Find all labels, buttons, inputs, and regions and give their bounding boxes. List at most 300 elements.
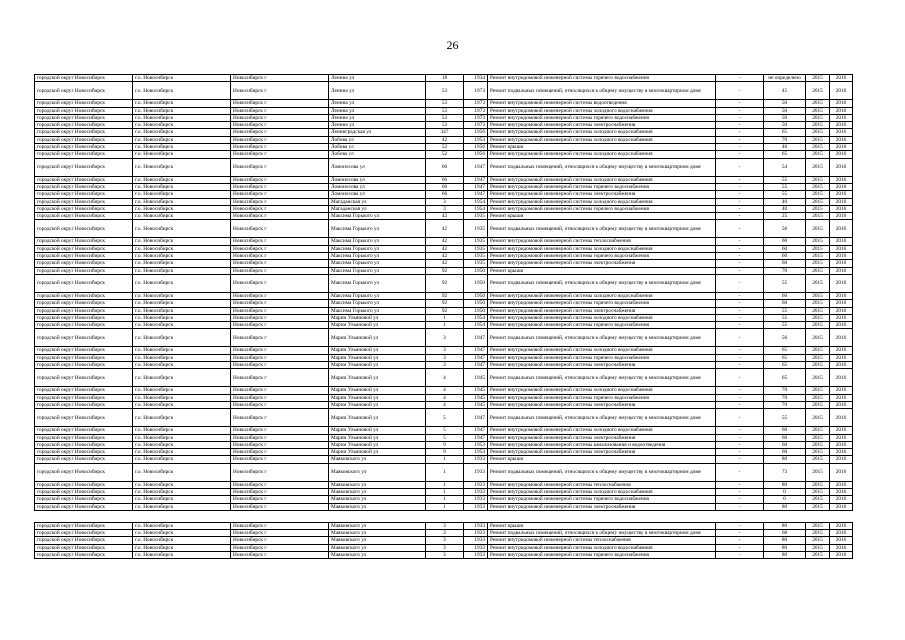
work-type-cell: Ремонт внутридомовой инженерной системы холодного водоснабжения — [488, 107, 716, 114]
table-row — [35, 292, 853, 299]
house-cell: 92 — [426, 300, 464, 307]
year-cell: 1973 — [464, 100, 488, 107]
start-year-cell: 2015 — [806, 530, 830, 537]
end-year-cell: 2016 — [830, 144, 853, 151]
house-cell: 1 — [426, 463, 464, 481]
year-cell: 1933 — [464, 530, 488, 537]
year-cell: 1933 — [464, 488, 488, 495]
end-year-cell: 2016 — [830, 427, 853, 434]
settlement-cell: Новосибирск г — [231, 253, 329, 260]
district-cell: г.о. Новосибирск — [133, 537, 231, 544]
street-cell: Маяковского ул — [329, 481, 426, 488]
end-year-cell: 2016 — [830, 176, 853, 183]
year-cell: 1934 — [464, 75, 488, 82]
start-year-cell: 2015 — [806, 387, 830, 394]
area-cell: 70 — [764, 136, 806, 143]
area-cell: 70 — [764, 387, 806, 394]
table-row — [35, 220, 853, 238]
area-cell: 70 — [764, 394, 806, 401]
district-cell: г.о. Новосибирск — [133, 314, 231, 321]
work-type-cell: Ремонт внутридомовой инженерной системы горячего водоснабжения — [488, 114, 716, 121]
house-cell: 1 — [426, 481, 464, 488]
table-row — [35, 213, 853, 220]
end-year-cell: 2016 — [830, 129, 853, 136]
house-cell: 18 — [426, 75, 464, 82]
dash-cell: - — [716, 394, 764, 401]
district-cell: г.о. Новосибирск — [133, 552, 231, 559]
table-row — [35, 314, 853, 321]
start-year-cell: 2015 — [806, 456, 830, 463]
end-year-cell: 2016 — [830, 522, 853, 529]
street-cell: Максима Горького ул — [329, 274, 426, 292]
settlement-cell: Новосибирск г — [231, 136, 329, 143]
street-cell: Маяковского ул — [329, 463, 426, 481]
table-row — [35, 122, 853, 129]
area-cell: 70 — [764, 267, 806, 274]
settlement-cell: Новосибирск г — [231, 552, 329, 559]
end-year-cell: 2016 — [830, 307, 853, 314]
work-type-cell: Ремонт внутридомовой инженерной системы горячего водоснабжения — [488, 253, 716, 260]
municipality-cell: городской округ Новосибирск — [35, 537, 133, 544]
house-cell: 42 — [426, 238, 464, 245]
settlement-cell: Новосибирск г — [231, 481, 329, 488]
dash-cell: - — [716, 347, 764, 354]
dash-cell: - — [716, 449, 764, 456]
street-cell: Маяковского ул — [329, 530, 426, 537]
district-cell: г.о. Новосибирск — [133, 267, 231, 274]
municipality-cell: городской округ Новосибирск — [35, 481, 133, 488]
year-cell: 1950 — [464, 300, 488, 307]
settlement-cell: Новосибирск г — [231, 238, 329, 245]
start-year-cell: 2015 — [806, 75, 830, 82]
dash-cell: - — [716, 129, 764, 136]
municipality-cell: городской округ Новосибирск — [35, 314, 133, 321]
district-cell: г.о. Новосибирск — [133, 488, 231, 495]
municipality-cell: городской округ Новосибирск — [35, 107, 133, 114]
house-cell: 3 — [426, 537, 464, 544]
street-cell: Ленина ул — [329, 107, 426, 114]
street-cell: Маяковского ул — [329, 537, 426, 544]
end-year-cell: 2016 — [830, 449, 853, 456]
street-cell: Марии Ульяновой ул — [329, 434, 426, 441]
year-cell: 1933 — [464, 463, 488, 481]
area-cell: 50 — [764, 114, 806, 121]
street-cell: Марии Ульяновой ул — [329, 401, 426, 408]
table-row — [35, 369, 853, 387]
area-cell: 80 — [764, 544, 806, 551]
district-cell: г.о. Новосибирск — [133, 362, 231, 369]
year-cell: 1954 — [464, 198, 488, 205]
house-cell: 42 — [426, 220, 464, 238]
area-cell: 60 — [764, 300, 806, 307]
table-row — [35, 441, 853, 448]
work-type-cell: Ремонт внутридомовой инженерной системы теплоснабжения — [488, 481, 716, 488]
table-row — [35, 158, 853, 176]
dash-cell: - — [716, 552, 764, 559]
dash-cell: - — [716, 409, 764, 427]
district-cell: г.о. Новосибирск — [133, 191, 231, 198]
end-year-cell: 2016 — [830, 114, 853, 121]
settlement-cell: Новосибирск г — [231, 329, 329, 347]
settlement-cell: Новосибирск г — [231, 307, 329, 314]
table-row — [35, 537, 853, 544]
work-type-cell: Ремонт внутридомовой инженерной системы горячего водоснабжения — [488, 300, 716, 307]
dash-cell: - — [716, 401, 764, 408]
work-type-cell: Ремонт крыши — [488, 213, 716, 220]
district-cell: г.о. Новосибирск — [133, 136, 231, 143]
table-row — [35, 347, 853, 354]
street-cell: Марии Ульяновой ул — [329, 354, 426, 361]
settlement-cell: Новосибирск г — [231, 274, 329, 292]
area-cell: 25 — [764, 213, 806, 220]
area-cell: 55 — [764, 274, 806, 292]
street-cell: Марии Ульяновой ул — [329, 362, 426, 369]
district-cell: г.о. Новосибирск — [133, 122, 231, 129]
start-year-cell: 2015 — [806, 136, 830, 143]
end-year-cell: 2016 — [830, 122, 853, 129]
municipality-cell: городской округ Новосибирск — [35, 354, 133, 361]
settlement-cell: Новосибирск г — [231, 456, 329, 463]
dash-cell: - — [716, 503, 764, 510]
table-row — [35, 427, 853, 434]
table-row — [35, 522, 853, 529]
year-cell: 1933 — [464, 496, 488, 503]
dash-cell: - — [716, 205, 764, 212]
table-row — [35, 409, 853, 427]
table-row — [35, 449, 853, 456]
municipality-cell: городской округ Новосибирск — [35, 253, 133, 260]
settlement-cell: Новосибирск г — [231, 158, 329, 176]
street-cell: Ломоносова ул — [329, 191, 426, 198]
settlement-cell: Новосибирск г — [231, 362, 329, 369]
area-cell: 50 — [764, 122, 806, 129]
work-type-cell: Ремонт внутридомовой инженерной системы холодного водоснабжения — [488, 129, 716, 136]
area-cell: 40 — [764, 198, 806, 205]
table-row — [35, 260, 853, 267]
dash-cell: - — [716, 292, 764, 299]
area-cell: 54 — [764, 158, 806, 176]
house-cell: 3 — [426, 347, 464, 354]
end-year-cell: 2016 — [830, 191, 853, 198]
municipality-cell: городской округ Новосибирск — [35, 394, 133, 401]
street-cell: Марии Ульяновой ул — [329, 314, 426, 321]
municipality-cell: городской округ Новосибирск — [35, 488, 133, 495]
area-cell: 60 — [764, 434, 806, 441]
street-cell: Маяковского ул — [329, 522, 426, 529]
area-cell: 68 — [764, 530, 806, 537]
area-cell: 55 — [764, 191, 806, 198]
settlement-cell: Новосибирск г — [231, 488, 329, 495]
area-cell: 70 — [764, 401, 806, 408]
start-year-cell: 2015 — [806, 488, 830, 495]
work-type-cell: Ремонт внутридомовой инженерной системы горячего водоснабжения — [488, 75, 716, 82]
house-cell: 42 — [426, 136, 464, 143]
table-row — [35, 322, 853, 329]
house-cell: 92 — [426, 274, 464, 292]
end-year-cell: 2016 — [830, 213, 853, 220]
start-year-cell: 2015 — [806, 151, 830, 158]
year-cell: 1935 — [464, 238, 488, 245]
dash-cell: - — [716, 544, 764, 551]
street-cell: Маяковского ул — [329, 496, 426, 503]
street-cell: Ломоносова ул — [329, 183, 426, 190]
municipality-cell: городской округ Новосибирск — [35, 427, 133, 434]
area-cell: 55 — [764, 183, 806, 190]
work-type-cell: Ремонт внутридомовой инженерной системы электроснабжения — [488, 362, 716, 369]
district-cell: г.о. Новосибирск — [133, 456, 231, 463]
municipality-cell: городской округ Новосибирск — [35, 245, 133, 252]
dash-cell: - — [716, 183, 764, 190]
work-type-cell: Ремонт крыши — [488, 456, 716, 463]
work-type-cell: Ремонт внутридомовой инженерной системы холодного водоснабжения — [488, 387, 716, 394]
district-cell: г.о. Новосибирск — [133, 427, 231, 434]
end-year-cell: 2016 — [830, 537, 853, 544]
settlement-cell: Новосибирск г — [231, 213, 329, 220]
settlement-cell: Новосибирск г — [231, 314, 329, 321]
start-year-cell: 2015 — [806, 253, 830, 260]
year-cell: 1933 — [464, 503, 488, 510]
area-cell: 80 — [764, 522, 806, 529]
house-cell: 66 — [426, 158, 464, 176]
work-type-cell: Ремонт внутридомовой инженерной системы горячего водоснабжения — [488, 354, 716, 361]
district-cell: г.о. Новосибирск — [133, 82, 231, 100]
table-row — [35, 198, 853, 205]
district-cell: г.о. Новосибирск — [133, 449, 231, 456]
start-year-cell: 2015 — [806, 245, 830, 252]
year-cell: 1947 — [464, 362, 488, 369]
municipality-cell: городской округ Новосибирск — [35, 144, 133, 151]
dash-cell: - — [716, 151, 764, 158]
house-cell: 4 — [426, 369, 464, 387]
house-cell: 52 — [426, 144, 464, 151]
dash-cell: - — [716, 434, 764, 441]
work-type-cell: Ремонт внутридомовой инженерной системы электроснабжения — [488, 434, 716, 441]
district-cell: г.о. Новосибирск — [133, 441, 231, 448]
start-year-cell: 2015 — [806, 537, 830, 544]
house-cell: 3 — [426, 544, 464, 551]
municipality-cell: городской округ Новосибирск — [35, 449, 133, 456]
settlement-cell: Новосибирск г — [231, 129, 329, 136]
district-cell: г.о. Новосибирск — [133, 144, 231, 151]
dash-cell: - — [716, 307, 764, 314]
district-cell: г.о. Новосибирск — [133, 176, 231, 183]
end-year-cell: 2016 — [830, 322, 853, 329]
house-cell: 9 — [426, 441, 464, 448]
municipality-cell: городской округ Новосибирск — [35, 183, 133, 190]
dash-cell: - — [716, 213, 764, 220]
area-cell: 80 — [764, 537, 806, 544]
street-cell: Максима Горького ул — [329, 238, 426, 245]
dash-cell: - — [716, 387, 764, 394]
street-cell: Ленина ул — [329, 122, 426, 129]
settlement-cell: Новосибирск г — [231, 300, 329, 307]
area-cell: 60 — [764, 292, 806, 299]
table-row — [35, 245, 853, 252]
year-cell: 1945 — [464, 394, 488, 401]
year-cell: 1953 — [464, 136, 488, 143]
dash-cell: - — [716, 481, 764, 488]
year-cell: 1947 — [464, 183, 488, 190]
end-year-cell: 2016 — [830, 267, 853, 274]
house-cell: 5 — [426, 409, 464, 427]
dash-cell: - — [716, 463, 764, 481]
district-cell: г.о. Новосибирск — [133, 522, 231, 529]
start-year-cell: 2015 — [806, 292, 830, 299]
work-type-cell: Ремонт внутридомовой инженерной системы электроснабжения — [488, 260, 716, 267]
street-cell: Лобова ул — [329, 136, 426, 143]
area-cell: 65 — [764, 347, 806, 354]
start-year-cell: 2015 — [806, 496, 830, 503]
settlement-cell: Новосибирск г — [231, 369, 329, 387]
start-year-cell: 2015 — [806, 362, 830, 369]
district-cell: г.о. Новосибирск — [133, 100, 231, 107]
municipality-cell: городской округ Новосибирск — [35, 522, 133, 529]
settlement-cell: Новосибирск г — [231, 260, 329, 267]
district-cell: г.о. Новосибирск — [133, 481, 231, 488]
municipality-cell: городской округ Новосибирск — [35, 158, 133, 176]
year-cell: 1933 — [464, 456, 488, 463]
house-cell: 42 — [426, 245, 464, 252]
area-cell: 55 — [764, 176, 806, 183]
work-type-cell: Ремонт внутридомовой инженерной системы холодного водоснабжения — [488, 292, 716, 299]
dash-cell: - — [716, 354, 764, 361]
municipality-cell: городской округ Новосибирск — [35, 75, 133, 82]
street-cell: Марии Ульяновой ул — [329, 441, 426, 448]
dash-cell: - — [716, 245, 764, 252]
area-cell: 50 — [764, 107, 806, 114]
dash-cell: - — [716, 274, 764, 292]
end-year-cell: 2016 — [830, 220, 853, 238]
dash-cell: - — [716, 362, 764, 369]
municipality-cell: городской округ Новосибирск — [35, 205, 133, 212]
work-type-cell: Ремонт крыши — [488, 522, 716, 529]
house-cell: 66 — [426, 183, 464, 190]
work-type-cell: Ремонт внутридомовой инженерной системы холодного водоснабжения — [488, 427, 716, 434]
house-cell: 1 — [426, 456, 464, 463]
street-cell: Ленина ул — [329, 114, 426, 121]
year-cell: 1947 — [464, 329, 488, 347]
table-body — [35, 75, 853, 559]
settlement-cell: Новосибирск г — [231, 151, 329, 158]
dash-cell: - — [716, 220, 764, 238]
dash-cell: - — [716, 82, 764, 100]
end-year-cell: 2016 — [830, 401, 853, 408]
municipality-cell: городской округ Новосибирск — [35, 307, 133, 314]
municipality-cell: городской округ Новосибирск — [35, 530, 133, 537]
start-year-cell: 2015 — [806, 441, 830, 448]
end-year-cell: 2016 — [830, 260, 853, 267]
settlement-cell: Новосибирск г — [231, 122, 329, 129]
street-cell: Марии Ульяновой ул — [329, 329, 426, 347]
district-cell: г.о. Новосибирск — [133, 107, 231, 114]
district-cell: г.о. Новосибирск — [133, 292, 231, 299]
municipality-cell: городской округ Новосибирск — [35, 151, 133, 158]
table-row — [35, 100, 853, 107]
municipality-cell: городской округ Новосибирск — [35, 441, 133, 448]
district-cell: г.о. Новосибирск — [133, 434, 231, 441]
municipality-cell: городской округ Новосибирск — [35, 82, 133, 100]
start-year-cell: 2015 — [806, 427, 830, 434]
work-type-cell: Ремонт крыши — [488, 267, 716, 274]
work-type-cell: Ремонт подвальных помещений, относящихся к общему имуществу в многоквартирном доме — [488, 329, 716, 347]
municipality-cell: городской округ Новосибирск — [35, 463, 133, 481]
district-cell: г.о. Новосибирск — [133, 245, 231, 252]
work-type-cell: Ремонт внутридомовой инженерной системы холодного водоснабжения — [488, 314, 716, 321]
street-cell: Ленина ул — [329, 82, 426, 100]
street-cell: Марии Ульяновой ул — [329, 394, 426, 401]
street-cell: Марии Ульяновой ул — [329, 347, 426, 354]
street-cell: Максима Горького ул — [329, 220, 426, 238]
area-cell: 40 — [764, 205, 806, 212]
table-row — [35, 267, 853, 274]
settlement-cell: Новосибирск г — [231, 354, 329, 361]
settlement-cell: Новосибирск г — [231, 191, 329, 198]
settlement-cell: Новосибирск г — [231, 394, 329, 401]
year-cell: 1973 — [464, 122, 488, 129]
settlement-cell: Новосибирск г — [231, 292, 329, 299]
area-cell: 73 — [764, 463, 806, 481]
work-type-cell: Ремонт внутридомовой инженерной системы холодного водоснабжения — [488, 176, 716, 183]
district-cell: г.о. Новосибирск — [133, 213, 231, 220]
work-type-cell: Ремонт внутридомовой инженерной системы холодного водоснабжения — [488, 136, 716, 143]
end-year-cell: 2016 — [830, 300, 853, 307]
year-cell: 1935 — [464, 245, 488, 252]
house-cell: 42 — [426, 213, 464, 220]
dash-cell: - — [716, 427, 764, 434]
district-cell: г.о. Новосибирск — [133, 253, 231, 260]
end-year-cell: 2016 — [830, 245, 853, 252]
settlement-cell: Новосибирск г — [231, 387, 329, 394]
municipality-cell: городской округ Новосибирск — [35, 387, 133, 394]
area-cell: 60 — [764, 449, 806, 456]
year-cell: 1933 — [464, 522, 488, 529]
start-year-cell: 2015 — [806, 409, 830, 427]
start-year-cell: 2015 — [806, 394, 830, 401]
municipality-cell: городской округ Новосибирск — [35, 401, 133, 408]
start-year-cell: 2015 — [806, 191, 830, 198]
settlement-cell: Новосибирск г — [231, 267, 329, 274]
district-cell: г.о. Новосибирск — [133, 75, 231, 82]
table-row — [35, 434, 853, 441]
dash-cell: - — [716, 75, 764, 82]
area-cell: 55 — [764, 322, 806, 329]
year-cell: 1947 — [464, 427, 488, 434]
spacer-row — [35, 510, 853, 522]
area-cell: не определено — [764, 75, 806, 82]
year-cell: 1933 — [464, 544, 488, 551]
dash-cell: - — [716, 176, 764, 183]
dash-cell: - — [716, 522, 764, 529]
end-year-cell: 2016 — [830, 354, 853, 361]
table-row — [35, 544, 853, 551]
house-cell: 53 — [426, 122, 464, 129]
work-type-cell: Ремонт подвальных помещений, относящихся к общему имуществу в многоквартирном доме — [488, 82, 716, 100]
district-cell: г.о. Новосибирск — [133, 238, 231, 245]
dash-cell: - — [716, 537, 764, 544]
year-cell: 1947 — [464, 434, 488, 441]
table-row — [35, 329, 853, 347]
settlement-cell: Новосибирск г — [231, 114, 329, 121]
settlement-cell: Новосибирск г — [231, 144, 329, 151]
dash-cell: - — [716, 530, 764, 537]
municipality-cell: городской округ Новосибирск — [35, 274, 133, 292]
table-row — [35, 176, 853, 183]
year-cell: 1947 — [464, 354, 488, 361]
dash-cell: - — [716, 496, 764, 503]
start-year-cell: 2015 — [806, 267, 830, 274]
house-cell: 4 — [426, 394, 464, 401]
house-cell: 3 — [426, 354, 464, 361]
